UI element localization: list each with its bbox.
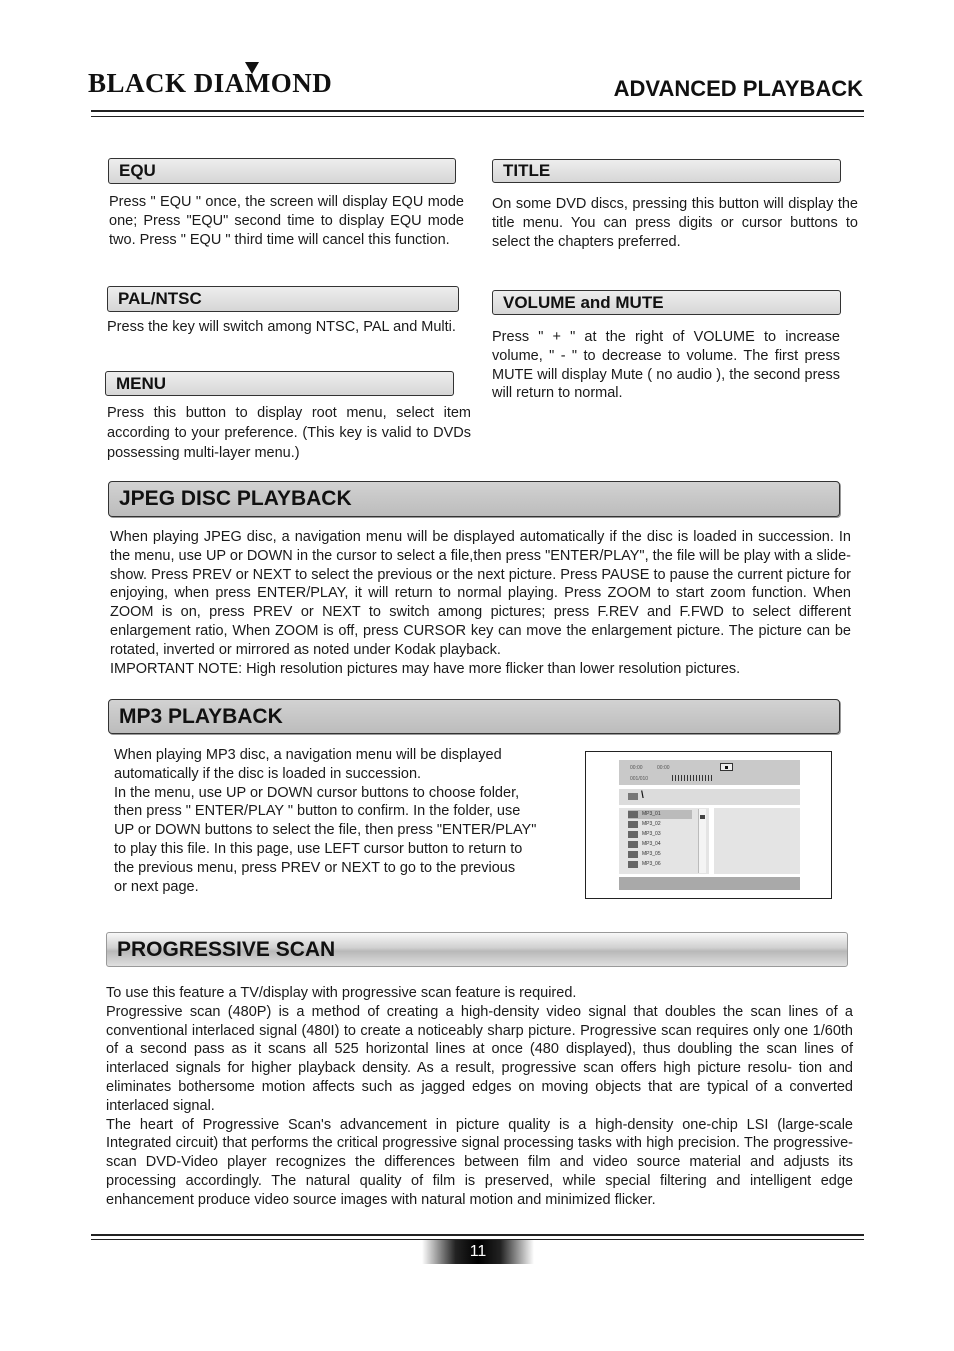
file-list-scrollbar (698, 809, 706, 873)
pal-ntsc-paragraph: Press the key will switch among NTSC, PAL and Multi. (107, 319, 456, 335)
folder-icon (628, 851, 638, 858)
progressive-text (106, 984, 853, 1210)
progressive-paragraph-1: Progressive scan (480P) is a method of creating a high-density video signal that doubles the scan lines of a conventional interlaced signal (480I) to create a noticeably sharp picture. Progressive scan requires only one 1/60th of a second pass as it scans all 525 horizontal lines at once (480 displayed), thus doubling the scan lines of interlaced signals for higher playback density. As a result, progressive scan offers high picture resolu- tion and eliminates bothersome motion affects such as jagged edges on moving objects that are typical of a converted interlaced signal. (106, 1003, 853, 1114)
header-rule-thin (91, 116, 864, 117)
jpeg-paragraph: When playing JPEG disc, a navigation menu will be displayed automatically if the disc is loaded in succession. In the menu, use UP or DOWN in the cursor to select a file,then press "ENTER/PLAY", the file will be play with a slide-show. Press PREV or NEXT to select the previous or the next picture. Press PAUSE to pause the current picture for enjoying, when press ENTER/PLAY, it will return to normal playing. Press ZOOM to start zoom function. When ZOOM is on, press PREV or NEXT to switch among pictures; press F.REV and F.FWD to select different enlargement ratio, When ZOOM is off, press CURSOR key can move the enlargement picture. The picture can be rotated, inverted or mirrored as noted under Kodak playback. (110, 529, 851, 658)
track-counter: 001/010 (630, 776, 649, 782)
menu-paragraph: Press this button to display root menu, select item according to your preference. (This key is valid to DVDs possessing multi-layer menu.) (107, 405, 471, 461)
title-heading: TITLE (492, 159, 841, 183)
menu-heading: MENU (105, 371, 454, 396)
mp3-heading: MP3 PLAYBACK (108, 699, 840, 734)
header-rule (91, 110, 864, 112)
footer-rule (91, 1234, 864, 1236)
progressive-paragraph-2: The heart of Progressive Scan's advancement in picture quality is a high-density one-chip LSI (large-scale Integrated circuit) that performs the critical progressive signal processing tasks with high precision. The progressive-scan DVD-Video player recognizes the differences between film and video source material and adjusts its processing accordingly. The natural quality of film is preserved, while special filtering and intelligent edge enhancement produce video source images with natural motion and minimized flicker. (106, 1116, 853, 1208)
section-title: ADVANCED PLAYBACK (613, 76, 863, 101)
mp3-line: then press " ENTER/PLAY " button to confirm. In the folder, use (114, 803, 521, 820)
equ-text (109, 193, 464, 249)
jpeg-heading: JPEG DISC PLAYBACK (108, 481, 840, 517)
file-list (619, 808, 709, 874)
folder-icon (628, 811, 638, 818)
title-paragraph: On some DVD discs, pressing this button will display the title menu. You can press digits or cursor buttons to select the chapters preferred. (492, 196, 858, 250)
time-elapsed: 00:00 (630, 765, 643, 771)
mp3-line: In the menu, use UP or DOWN cursor buttons to choose folder, (114, 784, 520, 801)
file-item: MP3_03 (642, 831, 661, 837)
mp3-menu-screenshot (585, 751, 832, 899)
stop-icon (720, 763, 733, 771)
mp3-line: or next page. (114, 878, 199, 895)
folder-icon (628, 831, 638, 838)
folder-icon (628, 841, 638, 848)
volume-paragraph: Press " + " at the right of VOLUME to increase volume, " - " to decrease to volume. The first press MUTE will display Mute ( no audio ), the second press will return to normal. (492, 329, 840, 402)
pal-ntsc-text (107, 318, 460, 337)
folder-path: \ (641, 790, 644, 801)
folder-path-bar (619, 789, 800, 805)
mp3-line: When playing MP3 disc, a navigation menu will be displayed (114, 747, 502, 763)
mp3-line: to play this file. In this page, use LEFT cursor button to return to (114, 840, 523, 857)
player-status-bar (619, 760, 800, 785)
file-item: MP3_06 (642, 861, 661, 867)
mp3-text (114, 746, 574, 896)
mp3-line: automatically if the disc is loaded in succession. (114, 765, 422, 782)
menu-text (107, 403, 471, 463)
progressive-heading: PROGRESSIVE SCAN (106, 932, 848, 967)
jpeg-important-note: IMPORTANT NOTE: High resolution pictures may have more flicker than lower resolution pictures. (110, 660, 741, 677)
title-text (492, 195, 858, 251)
jpeg-text (110, 528, 851, 678)
bottom-bar (619, 877, 800, 890)
progressive-intro: To use this feature a TV/display with progressive scan feature is required. (106, 985, 577, 1001)
equ-paragraph: Press " EQU " once, the screen will display EQU mode one; Press "EQU" second time to display EQU mode two. Press " EQU " third time will cancel this function. (109, 194, 464, 248)
info-panel (714, 808, 800, 874)
folder-icon (628, 793, 638, 800)
volume-text (492, 328, 840, 403)
folder-icon (628, 821, 638, 828)
volume-level-icon (672, 775, 714, 781)
brand-logo: BLACK DIAMOND (88, 68, 333, 98)
diamond-icon (245, 62, 259, 74)
file-item: MP3_04 (642, 841, 661, 847)
folder-icon (628, 861, 638, 868)
file-item: MP3_05 (642, 851, 661, 857)
mp3-line: the previous menu, press PREV or NEXT to go to the previous (114, 859, 516, 876)
file-item: MP3_01 (642, 811, 661, 817)
mp3-line: UP or DOWN buttons to select the file, then press "ENTER/PLAY" (114, 822, 537, 839)
volume-heading: VOLUME and MUTE (492, 290, 841, 315)
equ-heading: EQU (108, 158, 456, 184)
pal-ntsc-heading: PAL/NTSC (107, 286, 459, 312)
page-number: 11 (422, 1240, 534, 1264)
time-total: 00:00 (657, 765, 670, 771)
file-item: MP3_02 (642, 821, 661, 827)
